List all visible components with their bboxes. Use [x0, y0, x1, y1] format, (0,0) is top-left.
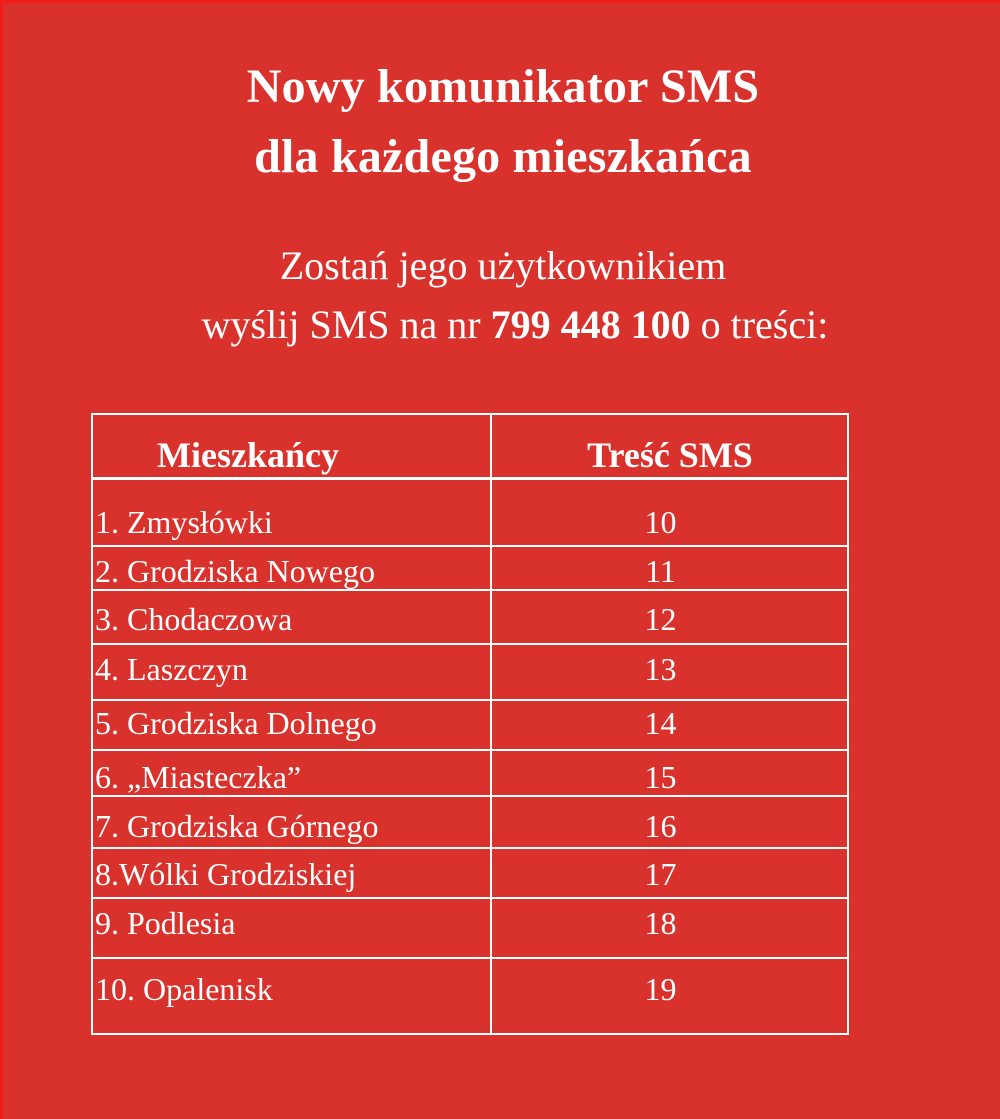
table-row: [93, 553, 847, 589]
row-divider: [93, 957, 847, 959]
column-header-residents: Mieszkańcy: [157, 435, 339, 475]
table-row: [93, 651, 847, 687]
table-row: [93, 705, 847, 741]
row-divider: [93, 589, 847, 591]
row-divider: [93, 749, 847, 751]
table-row: [93, 601, 847, 637]
sms-code-cell: 14: [644, 705, 677, 741]
residents-cell: 9. Podlesia: [95, 905, 236, 941]
header-divider: [93, 477, 847, 480]
row-divider: [93, 699, 847, 701]
row-divider: [93, 795, 847, 797]
residents-cell: 1. Zmysłówki: [95, 504, 273, 540]
sms-codes-table: [91, 413, 849, 1035]
sms-code-cell: 16: [644, 808, 677, 844]
table-row: [93, 905, 847, 941]
residents-cell: 2. Grodziska Nowego: [95, 553, 375, 589]
subtitle-line-1: Zostań jego użytkownikiem: [279, 243, 727, 288]
title-line-1: Nowy komunikator SMS: [246, 60, 760, 113]
table-row: [93, 856, 847, 892]
table-row: [93, 971, 847, 1007]
sms-code-cell: 12: [644, 601, 677, 637]
sms-code-cell: 18: [644, 905, 677, 941]
sms-code-cell: 11: [645, 553, 676, 589]
table-row: [93, 759, 847, 795]
row-divider: [93, 545, 847, 547]
residents-cell: 7. Grodziska Górnego: [95, 808, 379, 844]
row-divider: [93, 897, 847, 899]
phone-number: 799 448 100: [490, 302, 691, 347]
title-line-2: dla każdego mieszkańca: [254, 130, 752, 183]
residents-cell: 4. Laszczyn: [95, 651, 248, 687]
residents-cell: 6. „Miasteczka”: [95, 759, 302, 795]
residents-cell: 3. Chodaczowa: [95, 601, 293, 637]
sms-code-cell: 15: [644, 759, 677, 795]
residents-cell: 5. Grodziska Dolnego: [95, 705, 377, 741]
row-divider: [93, 847, 847, 849]
residents-cell: 8.Wólki Grodziskiej: [95, 856, 357, 892]
sms-code-cell: 17: [644, 856, 677, 892]
row-divider: [93, 643, 847, 645]
subtitle-suffix: o treści:: [690, 302, 829, 347]
sms-code-cell: 10: [644, 504, 677, 540]
table-row: [93, 808, 847, 844]
residents-cell: 10. Opalenisk: [95, 971, 273, 1007]
column-header-sms-content: Treść SMS: [587, 435, 753, 475]
table-row: [93, 504, 847, 540]
subtitle-prefix: wyślij SMS na nr: [201, 302, 491, 347]
subtitle-line-2: [15, 302, 1000, 347]
sms-code-cell: 19: [644, 971, 677, 1007]
sms-code-cell: 13: [644, 651, 677, 687]
